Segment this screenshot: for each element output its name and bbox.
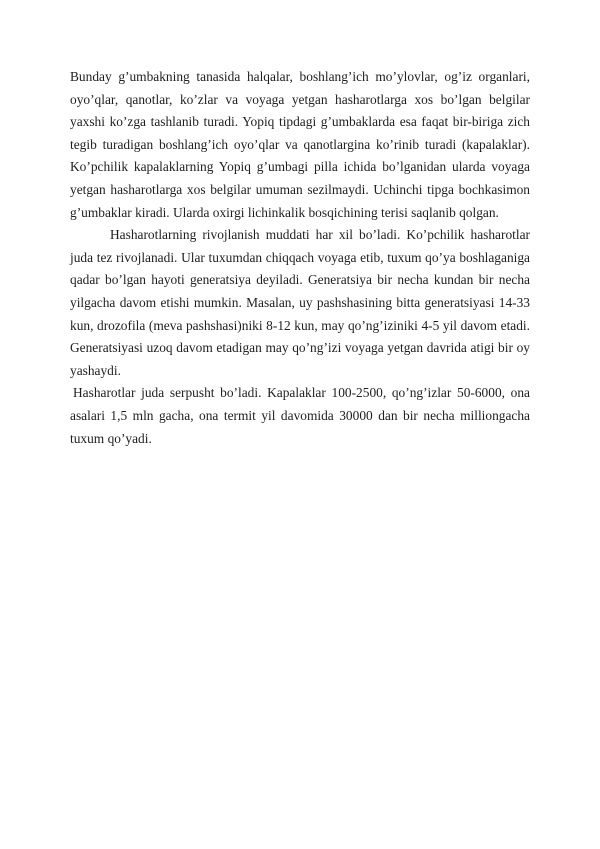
paragraph-development-period: Hasharotlarning rivojlanish muddati har xil bo’ladi. Ko’pchilik hasharotlar juda tez rivojlanadi. Ular tuxumdan chiqqach voyaga etib, tuxum qo’ya boshlaganiga qadar bo’lgan hayoti generatsiya deyiladi. Generatsiya bir necha kundan bir necha yilgacha davom etishi mumkin. Masalan, uy pashshasining bitta generatsiyasi 14-33 kun, drozofila (meva pashshasi)niki 8-12 kun, may qo’ng’iziniki 4-5 yil davom etadi. Generatsiyasi uzoq davom etadigan may qo’ng’izi voyaga yetgan davrida atigi bir oy yashaydi. bbox=[70, 227, 530, 378]
paragraph-fertility: Hasharotlar juda serpusht bo’ladi. Kapalaklar 100-2500, qo’ng’izlar 50-6000, ona asalari 1,5 mln gacha, ona termit yil davomida 30000 dan bir necha milliongacha tuxum qo’yadi. bbox=[70, 385, 530, 446]
paragraph-pupa-types: Bunday g’umbakning tanasida halqalar, boshlang’ich mo’ylovlar, og’iz organlari, oyo’qlar, qanotlar, ko’zlar va voyaga yetgan hasharotlarga xos bo’lgan belgilar yaxshi ko’zga tashlanib turadi. Yopiq tipdagi g’umbaklarda esa faqat bir-biriga zich tegib turadigan boshlang’ich oyo’qlar va qanotlargina ko’rinib turadi (kapalaklar). Ko’pchilik kapalaklarning Yopiq g’umbagi pilla ichida bo’lganidan ularda voyaga yetgan hasharotlarga xos belgilar umuman sezilmaydi. Uchinchi tipga bochkasimon g’umbaklar kiradi. Ularda oxirgi lichinkalik bosqichining terisi saqlanib qolgan. bbox=[70, 69, 530, 220]
body-text bbox=[70, 66, 530, 450]
